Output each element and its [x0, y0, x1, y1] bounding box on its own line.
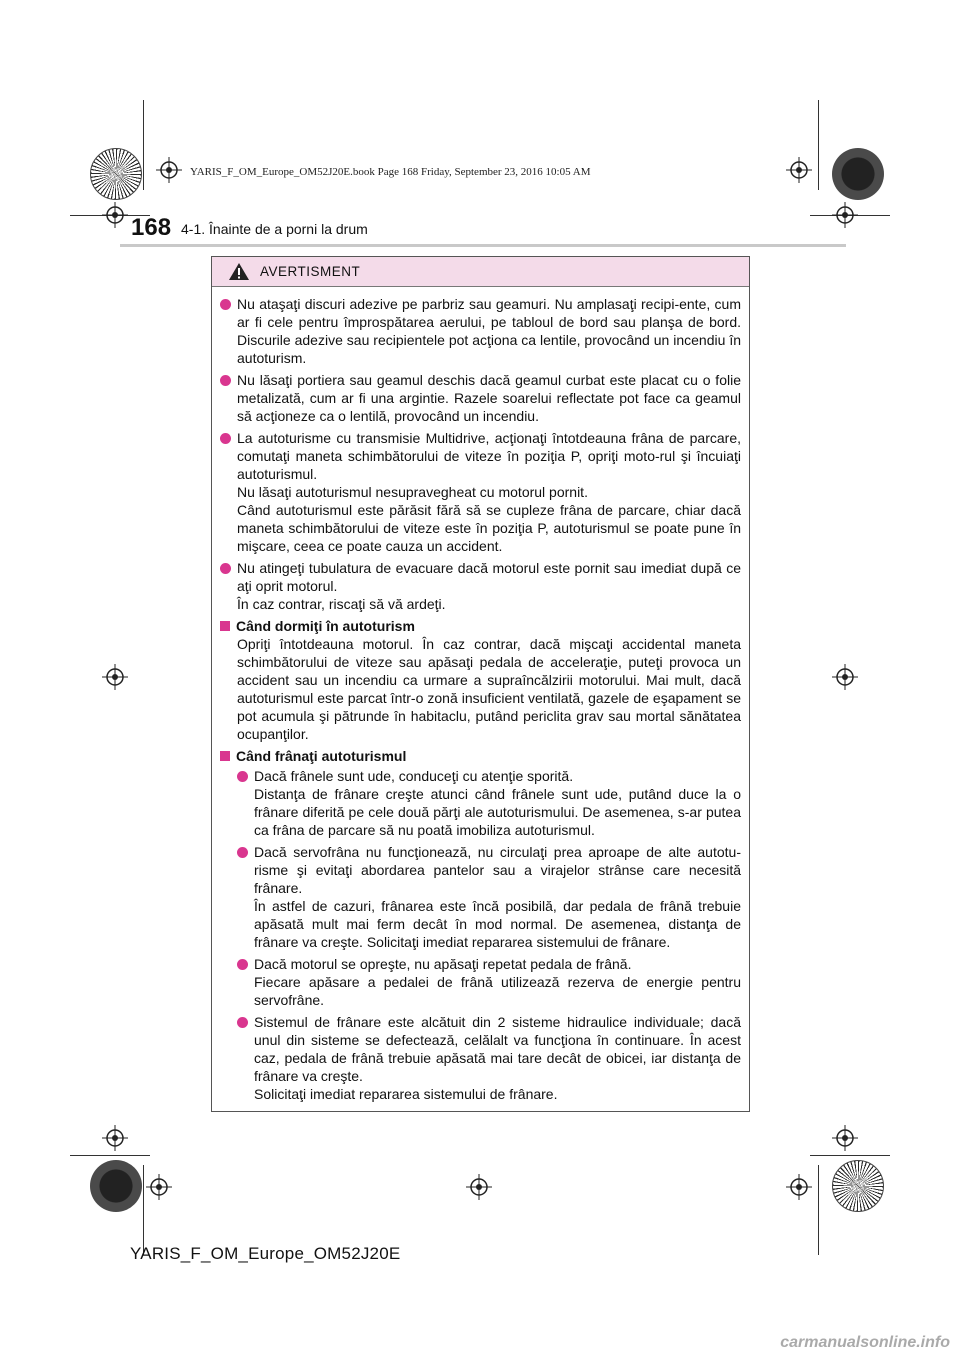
paragraph: Dacă servofrâna nu funcţionează, nu circulaţi prea aproape de alte autotu-risme şi evitaţi abordarea pantelor sau a virajelor strânse care necesită frânare.	[254, 844, 741, 896]
subsection-title: Când frânaţi autoturismul	[236, 748, 407, 764]
registration-mark-icon	[466, 1174, 492, 1200]
registration-mark-icon	[786, 157, 812, 183]
paragraph: Nu lăsaţi portiera sau geamul deschis dacă geamul curbat este placat cu o folie metalizată, cum ar fi una argintie. Razele soarelui reflectate pot face ca geamul să acţioneze ca o lentilă, provocând un incendiu.	[237, 372, 741, 424]
warning-item-text	[254, 955, 741, 1009]
warning-item	[237, 767, 741, 839]
warning-header	[212, 257, 749, 287]
subsection-text: Opriţi întotdeauna motorul. În caz contrar, dacă mişcaţi accidental maneta schimbătorului de viteze sau apăsaţi pedala de acceleraţie, puteţi provoca un accident sau un incendiu ca urmare a supraîncălzirii motorului. Mai mult, dacă autoturismul este parcat într-o zonă insuficient ventilată, gazele de eşapament se pot acumula şi pătrunde în habitaclu, putând periclita grav sau mortal sănătatea ocupanţilor.	[237, 636, 741, 742]
color-rosette-icon	[832, 1160, 884, 1212]
registration-mark-icon	[146, 1174, 172, 1200]
bullet-icon	[220, 299, 231, 310]
warning-item	[220, 559, 741, 613]
crop-line	[143, 1165, 144, 1255]
warning-item	[237, 1013, 741, 1103]
warning-box	[211, 256, 750, 1112]
crop-line	[818, 1165, 819, 1255]
square-bullet-icon	[220, 751, 230, 761]
warning-item-text	[254, 1013, 741, 1103]
crop-line	[810, 1155, 890, 1156]
bullet-icon	[220, 563, 231, 574]
warning-item-text	[254, 843, 741, 951]
warning-item-text	[237, 429, 741, 555]
section-title: 4-1. Înainte de a porni la drum	[181, 221, 368, 237]
braking-items	[220, 767, 741, 1103]
registration-mark-icon	[832, 1125, 858, 1151]
subsection-heading	[220, 617, 741, 635]
bullet-icon	[237, 847, 248, 858]
color-rosette-icon	[832, 148, 884, 200]
warning-item-text	[237, 559, 741, 613]
bullet-icon	[220, 375, 231, 386]
registration-mark-icon	[102, 202, 128, 228]
registration-mark-icon	[102, 1125, 128, 1151]
paragraph: La autoturisme cu transmisie Multidrive, acţionaţi întotdeauna frâna de parcare, comutaţi maneta schimbătorului de viteze în poziţia P, opriţi moto-rul şi încuiaţi autoturismul.	[237, 430, 741, 482]
warning-item	[237, 843, 741, 951]
subsection-heading	[220, 747, 741, 765]
bullet-icon	[237, 959, 248, 970]
watermark[interactable]: carmanualsonline.info	[780, 1334, 950, 1351]
registration-mark-icon	[832, 664, 858, 690]
bullet-icon	[237, 1017, 248, 1028]
paragraph: În caz contrar, riscaţi să vă ardeţi.	[237, 596, 446, 612]
paragraph: Sistemul de frânare este alcătuit din 2 sisteme hidraulice individuale; dacă unul din sisteme se defectează, celălalt va funcţiona în continuare. În acest caz, pedala de frână trebuie apăsată mai tare decât de obicei, iar distanţa de frânare va creşte.	[254, 1014, 741, 1084]
color-rosette-icon	[90, 1160, 142, 1212]
paragraph: Nu ataşaţi discuri adezive pe parbriz sau geamuri. Nu amplasaţi recipi-ente, cum ar fi cele pentru împrospătarea aerului, pe tabloul de bord sau planşa de bord. Discurile adezive sau recipientele pot acţiona ca lentile, provocând un incendiu în autoturism.	[237, 296, 741, 366]
paragraph: Distanţa de frânare creşte atunci când frânele sunt ude, putând duce la o frânare diferită pe cele două părţi ale autoturismului. De asemenea, s-ar putea ca frâna de parcare să nu poată imobiliza autoturismul.	[254, 786, 741, 838]
warning-item-text	[237, 295, 741, 367]
paragraph: Dacă motorul se opreşte, nu apăsaţi repetat pedala de frână.	[254, 956, 632, 972]
paragraph: Când autoturismul este părăsit fără să se cupleze frâna de parcare, chiar dacă maneta schimbătorului de viteze este în poziţia P, autoturismul se poate pune în mişcare, ceea ce poate cauza un accident.	[237, 502, 741, 554]
paragraph: Nu atingeţi tubulatura de evacuare dacă motorul este pornit sau imediat după ce aţi oprit motorul.	[237, 560, 741, 594]
color-rosette-icon	[90, 148, 142, 200]
warning-item	[220, 295, 741, 367]
square-bullet-icon	[220, 621, 230, 631]
page-number: 168	[131, 214, 172, 241]
warning-title: AVERTISMENT	[260, 264, 361, 279]
paragraph: În astfel de cazuri, frânarea este încă posibilă, dar pedala de frână trebuie apăsată mult mai ferm decât în mod normal. De asemenea, distanţa de frânare va creşte. Solicitaţi imediat repararea sistemului de frânare.	[254, 898, 741, 950]
registration-mark-icon	[102, 664, 128, 690]
registration-mark-icon	[786, 1174, 812, 1200]
header-rule	[120, 244, 846, 247]
print-info: YARIS_F_OM_Europe_OM52J20E.book Page 168 Friday, September 23, 2016 10:05 AM	[190, 166, 591, 178]
registration-mark-icon	[156, 157, 182, 183]
crop-line	[143, 100, 144, 190]
footer-code: YARIS_F_OM_Europe_OM52J20E	[130, 1244, 401, 1263]
warning-item	[237, 955, 741, 1009]
warning-triangle-icon	[228, 262, 250, 281]
paragraph: Fiecare apăsare a pedalei de frână utilizează rezerva de energie pentru servofrâne.	[254, 974, 741, 1008]
paragraph: Nu lăsaţi autoturismul nesupravegheat cu motorul pornit.	[237, 484, 588, 500]
registration-mark-icon	[832, 202, 858, 228]
crop-line	[70, 1155, 150, 1156]
subsection-title: Când dormiţi în autoturism	[236, 618, 415, 634]
bullet-icon	[237, 771, 248, 782]
paragraph: Solicitaţi imediat repararea sistemului de frânare.	[254, 1086, 558, 1102]
paragraph: Dacă frânele sunt ude, conduceţi cu atenţie sporită.	[254, 768, 574, 784]
bullet-icon	[220, 433, 231, 444]
warning-body	[212, 287, 749, 1103]
warning-item	[220, 429, 741, 555]
warning-item	[220, 371, 741, 425]
crop-line	[818, 100, 819, 190]
warning-item-text	[237, 371, 741, 425]
warning-item-text	[254, 767, 741, 839]
